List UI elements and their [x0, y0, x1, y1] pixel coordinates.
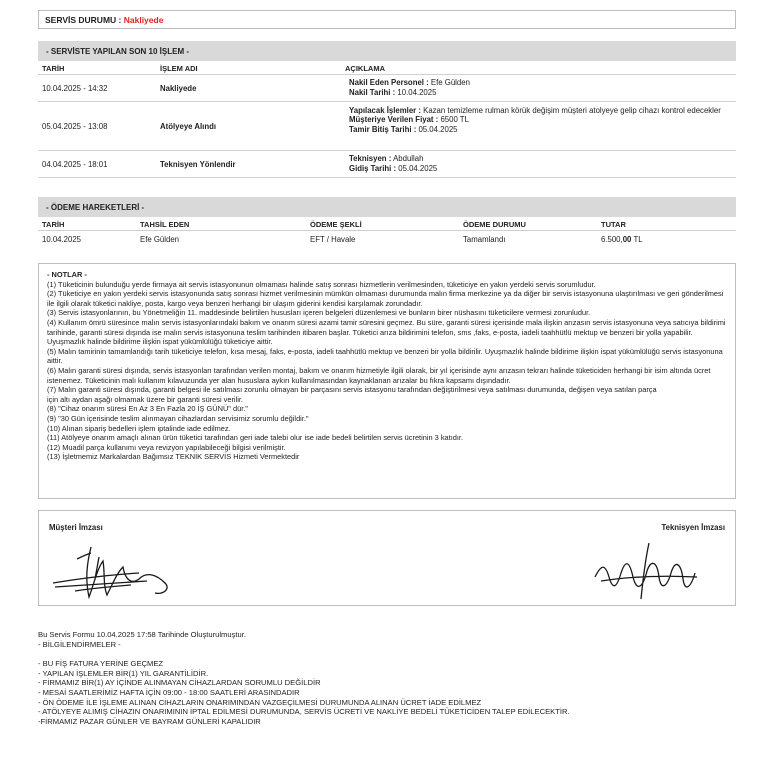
- row-operation: Teknisyen Yönlendir: [160, 159, 236, 169]
- col-amount: TUTAR: [601, 220, 626, 229]
- notes-title: - NOTLAR -: [47, 270, 87, 279]
- footer-created: Bu Servis Formu 10.04.2025 17:58 Tarihinde Oluşturulmuştur.: [38, 630, 246, 639]
- col-status: ÖDEME DURUMU: [463, 220, 526, 229]
- technician-signature-label: Teknisyen İmzası: [661, 523, 725, 532]
- row-date: 05.04.2025 - 13:08: [42, 121, 108, 131]
- note-line: (13) İşletmemiz Markalardan Bağımsız TEKNİK SERVİS Hizmeti Vermektedir: [47, 452, 300, 462]
- col-date: TARİH: [42, 220, 65, 229]
- note-line: (2) Tüketiciye en yakın yerdeki servis istasyonunda satış sonrası hizmet verilmesinin mümkün olmaması durumunda malın firma merkezine ya da diğer bir servis istasyonuna ulaştırılması ve geri gönderilmesi ile ilgili olarak tüketici nakliye, posta, kargo veya benzeri herhangi bir ulaşım giderini kendisi karşılamak zorundadır.: [47, 289, 724, 308]
- note-line: (11) Atölyeye onarım amaçlı alınan ürün tüketici tarafından geri iade talebi olur ise iade bedeli belirtilen servis ücretinin 3 katıdır.: [47, 433, 464, 443]
- note-line: için altı aydan aşağı olmamak üzere bir garanti süresi verilir.: [47, 394, 243, 404]
- row-date: 10.04.2025 - 14:32: [42, 83, 108, 93]
- note-line: (6) Malın garanti süresi dışında, servis istasyonları tarafından verilen montaj, bakım ve onarım hizmetiyle ilgili olarak, bir yıl içerisinde aynı arızasın tekrarı halinde tüketiciden herhangi bir isim altında ücret istenemez. Tüketicinin malı kullanım kılavuzunda yer alan hususlara aykırı kullanılmasından kaynaklanan arızalar bu fıkra kapsamı dışındadır.: [47, 365, 711, 385]
- table-row: [38, 151, 736, 178]
- status-label: SERVİS DURUMU :: [45, 15, 122, 25]
- payments-section: [38, 197, 736, 247]
- note-line: (12) Muadil parça kullanımı veya revizyon yapılabileceği bilgisi verilmiştir.: [47, 442, 286, 452]
- row-description: Yapılacak İşlemler : Kazan temizleme rulman körük değişim müşteri atolyeye gelip cihazı kontrol edecekler Müşteriye Verilen Fiyat : 6500 TL Tamir Bitiş Tarihi : 05.04.2025: [349, 106, 721, 134]
- note-line: (3) Servis istasyonlarının, bu Yönetmeliğin 11. maddesinde belirtilen hususları içeren belgeleri düzenlemesi ve bunların birer nüshasını tüketicilere vermesi zorunludur.: [47, 308, 591, 318]
- row-description: Nakil Eden Personel : Efe Gülden Nakil Tarihi : 10.04.2025: [349, 78, 470, 97]
- technician-signature-drawing: [587, 537, 727, 603]
- note-line: (1) Tüketicinin bulunduğu yerde firmaya ait servis istasyonunun olmaması halinde satış sonrası hizmetlerin verilmesinden, tüketiciye en yakın yerdeki servis sorumludur.: [47, 279, 596, 289]
- col-date: TARİH: [42, 64, 65, 73]
- footer-line: - MESAİ SAATLERİMİZ HAFTA İÇİN 09:00 - 18:00 SAATLERİ ARASINDADIR: [38, 687, 300, 697]
- note-line: (9) "30 Gün içerisinde teslim alınmayan cihazlardan servisimiz sorumlu değildir.": [47, 413, 309, 423]
- payment-amount: 6.500, 00 TL: [601, 234, 643, 244]
- payment-method: EFT / Havale: [310, 234, 356, 244]
- table-row: [38, 102, 736, 151]
- row-operation: Nakliyede: [160, 83, 197, 93]
- payment-collector: Efe Gülden: [140, 234, 180, 244]
- footer-line: - BU FİŞ FATURA YERİNE GEÇMEZ: [38, 659, 164, 669]
- table-row: [38, 75, 736, 102]
- status-value: Nakliyede: [123, 15, 164, 25]
- table-row: [38, 231, 736, 247]
- footer-line: -FİRMAMIZ PAZAR GÜNLER VE BAYRAM GÜNLERİ KAPALIDIR: [38, 716, 261, 726]
- history-section: [38, 41, 736, 178]
- payment-date: 10.04.2025: [42, 234, 82, 244]
- signature-box: [38, 510, 736, 606]
- customer-signature-drawing: [47, 539, 217, 603]
- footer-line: - ÖN ÖDEME İLE İŞLEME ALINAN CİHAZLARIN ONARIMINDAN VAZGEÇİLMESİ DURUMUNDA ALINAN ÜCRET İADE EDİLMEZ: [38, 697, 482, 707]
- note-line: (4) Kullanım ömrü süresince malın servis istasyonlarındaki bakım ve onarım süresi azami tamir süresini geçmez. Bu süre, garanti süresi içerisinde mala ilişkin arızasın servis istasyonuna veya satıcıya bildirimi tarihinde, garanti süresi dışında ise malın servis istasyonuna teslim tarihinden itibaren başlar. Tüketici arıza bildirimini telefon, sms ,faks, e-posta, iadeli taahhütlü mektup ve benzeri bir yolla yapabilir. Uyuşmazlık halinde bildirime ilişkin ispat yükümlülüğü tüketiciye aittir.: [47, 317, 726, 347]
- payment-status: Tamamlandı: [463, 234, 506, 244]
- history-title: - SERVİSTE YAPILAN SON 10 İŞLEM -: [38, 41, 736, 61]
- payments-header: [38, 217, 736, 231]
- footer-line: - FİRMAMIZ BİR(1) AY İÇİNDE ALINMAYAN CİHAZLARDAN SORUMLU DEĞİLDİR: [38, 678, 321, 688]
- history-header: [38, 61, 736, 75]
- row-date: 04.04.2025 - 18:01: [42, 159, 108, 169]
- col-description: AÇIKLAMA: [345, 64, 385, 73]
- note-line: (7) Malın garanti süresi dışında, garanti belgesi ile satılması zorunlu olmayan bir parçasını servis istasyonu tarafından değiştirilmesi veya satılması durumunda, değişen veya satılan parça: [47, 385, 657, 395]
- payments-title: - ÖDEME HAREKETLERİ -: [38, 197, 736, 217]
- row-description: Teknisyen : Abdullah Gidiş Tarihi : 05.04.2025: [349, 154, 438, 173]
- col-collector: TAHSİL EDEN: [140, 220, 190, 229]
- note-line: (5) Malın tamirinin tamamlandığı tarih tüketiciye telefon, kısa mesaj, faks, e-posta, iadeli taahhütlü mektup ve benzeri bir yolla bildirilir. Uyuşmazlık halinde bildirime ilişkin ispat yükümlülüğü servis istasyonuna aittir.: [47, 346, 723, 366]
- footer-info-title: - BİLGİLENDİRMELER -: [38, 639, 121, 649]
- footer: [38, 630, 736, 726]
- footer-line: - YAPILAN İŞLEMLER BİR(1) YIL GARANTİLİDİR.: [38, 668, 209, 678]
- notes-box: [38, 263, 736, 499]
- col-method: ÖDEME ŞEKLİ: [310, 220, 362, 229]
- service-status-box: [38, 10, 736, 29]
- row-operation: Atölyeye Alındı: [160, 121, 217, 131]
- footer-line: - ATÖLYEYE ALIMIŞ CİHAZIN ONARIMININ İPTAL EDİLMESİ DURUMUNDA, SERVİS ÜCRETİ VE NAKLİYE BEDELİ TÜKETİCİDEN TALEP EDİLECEKTİR.: [38, 707, 570, 717]
- customer-signature-label: Müşteri İmzası: [49, 523, 103, 532]
- note-line: (10) Alınan sipariş bedelleri işlem iptalinde iade edilmez.: [47, 423, 231, 433]
- note-line: (8) "Cihaz onarım süresi En Az 3 En Fazla 20 İŞ GÜNÜ" dür.": [47, 404, 248, 414]
- col-operation: İŞLEM ADI: [160, 64, 198, 73]
